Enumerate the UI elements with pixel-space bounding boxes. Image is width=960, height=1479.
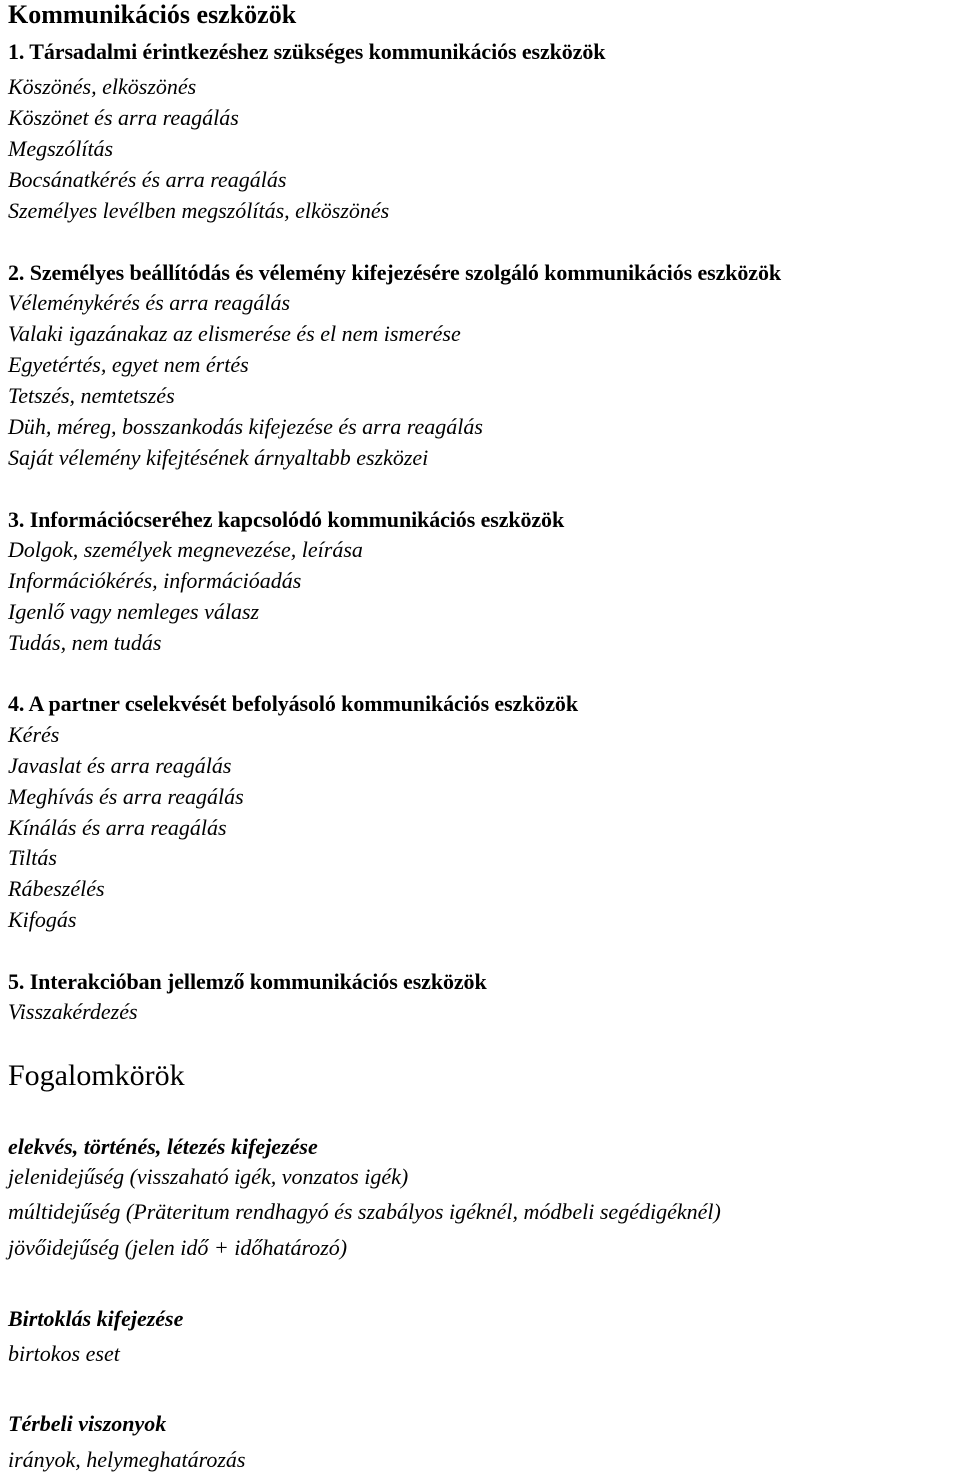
section-heading-1: 1. Társadalmi érintkezéshez szükséges kommunikációs eszközök xyxy=(8,39,606,64)
list-item: Kínálás és arra reagálás xyxy=(8,815,227,840)
list-item: Visszakérdezés xyxy=(8,999,138,1024)
list-item: Dolgok, személyek megnevezése, leírása xyxy=(8,537,363,562)
list-item: Düh, méreg, bosszankodás kifejezése és arra reagálás xyxy=(8,414,483,439)
fogalom-item: jövőidejűség (jelen idő + időhatározó) xyxy=(8,1235,348,1260)
list-item: Véleménykérés és arra reagálás xyxy=(8,290,291,315)
fogalom-item: jelenidejűség (visszaható igék, vonzatos igék) xyxy=(8,1164,409,1189)
list-item: Kérés xyxy=(8,722,60,747)
list-item: Megszólítás xyxy=(8,136,114,161)
fogalom-heading-2: Birtoklás kifejezése xyxy=(8,1306,184,1331)
list-item: Meghívás és arra reagálás xyxy=(8,784,244,809)
list-item: Rábeszélés xyxy=(8,876,105,901)
list-item: Köszönet és arra reagálás xyxy=(8,105,239,130)
fogalom-heading-1: elekvés, történés, létezés kifejezése xyxy=(8,1134,318,1159)
list-item: Bocsánatkérés és arra reagálás xyxy=(8,167,287,192)
list-item: Tudás, nem tudás xyxy=(8,630,162,655)
list-item: Tiltás xyxy=(8,845,57,870)
list-item: Saját vélemény kifejtésének árnyaltabb eszközei xyxy=(8,445,429,470)
list-item: Egyetértés, egyet nem értés xyxy=(8,352,249,377)
fogalom-heading-3: Térbeli viszonyok xyxy=(8,1411,167,1436)
list-item: Köszönés, elköszönés xyxy=(8,74,197,99)
fogalom-title: Fogalomkörök xyxy=(8,1059,185,1092)
list-item: Információkérés, információadás xyxy=(8,568,302,593)
list-item: Igenlő vagy nemleges válasz xyxy=(8,599,260,624)
section-heading-5: 5. Interakcióban jellemző kommunikációs eszközök xyxy=(8,969,487,994)
fogalom-item: irányok, helymeghatározás xyxy=(8,1447,246,1472)
fogalom-item: birtokos eset xyxy=(8,1341,120,1366)
list-item: Személyes levélben megszólítás, elköszönés xyxy=(8,198,390,223)
list-item: Valaki igazánakaz az elismerése és el nem ismerése xyxy=(8,321,461,346)
page-title: Kommunikációs eszközök xyxy=(8,0,297,29)
list-item: Kifogás xyxy=(8,907,77,932)
section-heading-4: 4. A partner cselekvését befolyásoló kommunikációs eszközök xyxy=(8,691,578,716)
section-heading-3: 3. Információcseréhez kapcsolódó kommunikációs eszközök xyxy=(8,507,565,532)
list-item: Javaslat és arra reagálás xyxy=(8,753,232,778)
list-item: Tetszés, nemtetszés xyxy=(8,383,175,408)
section-heading-2: 2. Személyes beállítódás és vélemény kifejezésére szolgáló kommunikációs eszközök xyxy=(8,260,781,285)
fogalom-item: múltidejűség (Präteritum rendhagyó és szabályos igéknél, módbeli segédigéknél) xyxy=(8,1199,721,1224)
